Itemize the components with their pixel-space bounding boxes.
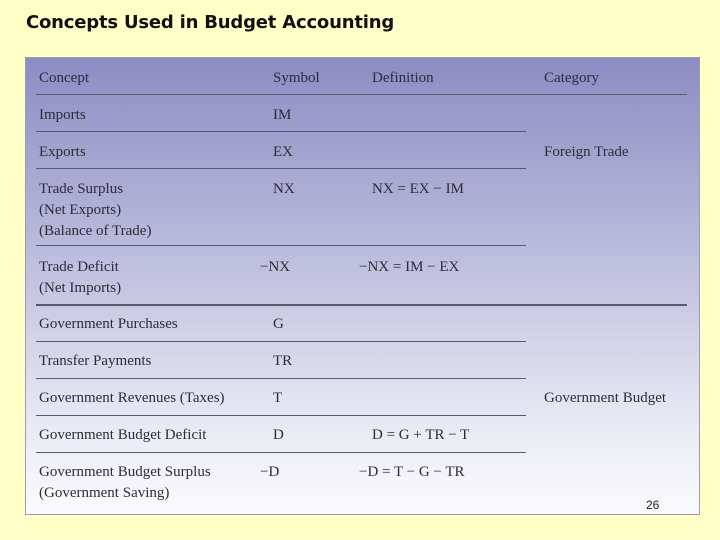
slide-title: Concepts Used in Budget Accounting (26, 12, 395, 33)
category-foreign-trade: Foreign Trade (544, 144, 629, 160)
row-divider (36, 245, 526, 246)
row-trade-deficit-concept-line1: Trade Deficit (39, 259, 119, 275)
category-government-budget: Government Budget (544, 390, 667, 406)
row-gov-purchases-concept: Government Purchases (39, 316, 178, 332)
row-divider (36, 131, 526, 132)
row-gov-revenues-symbol: T (273, 390, 283, 406)
header-category: Category (544, 70, 599, 86)
budget-concepts-table (25, 57, 700, 515)
header-divider (36, 94, 687, 95)
row-transfer-payments-symbol: TR (273, 353, 293, 369)
page-number: 26 (646, 498, 660, 512)
row-trade-deficit-concept-line2: (Net Imports) (39, 280, 122, 296)
row-imports-concept: Imports (39, 107, 86, 123)
row-budget-deficit-definition: D = G + TR − T (372, 427, 470, 443)
row-divider (36, 378, 526, 379)
row-exports-symbol: EX (273, 144, 293, 160)
row-divider (36, 452, 526, 453)
row-budget-surplus-definition: −D = T − G − TR (359, 464, 465, 480)
row-gov-purchases-symbol: G (273, 316, 284, 332)
row-transfer-payments-concept: Transfer Payments (39, 353, 152, 369)
row-trade-surplus-definition: NX = EX − IM (372, 181, 464, 197)
row-budget-deficit-symbol: D (273, 427, 284, 443)
row-imports-symbol: IM (273, 107, 292, 123)
section-divider (36, 304, 687, 306)
row-gov-revenues-concept: Government Revenues (Taxes) (39, 390, 225, 406)
row-budget-surplus-concept-line2: (Government Saving) (39, 485, 170, 501)
row-divider (36, 341, 526, 342)
row-trade-surplus-concept-line1: Trade Surplus (39, 181, 124, 197)
header-concept: Concept (39, 70, 89, 86)
row-trade-deficit-definition: −NX = IM − EX (359, 259, 460, 275)
row-trade-surplus-concept-line2: (Net Exports) (39, 202, 122, 218)
row-divider (36, 168, 526, 169)
row-trade-surplus-concept-line3: (Balance of Trade) (39, 223, 152, 239)
header-definition: Definition (372, 70, 434, 86)
row-divider (36, 415, 526, 416)
row-trade-surplus-symbol: NX (273, 181, 295, 197)
row-exports-concept: Exports (39, 144, 86, 160)
header-symbol: Symbol (273, 70, 320, 86)
row-budget-surplus-symbol: −D (260, 464, 280, 480)
row-budget-surplus-concept-line1: Government Budget Surplus (39, 464, 211, 480)
row-trade-deficit-symbol: −NX (260, 259, 291, 275)
row-budget-deficit-concept: Government Budget Deficit (39, 427, 207, 443)
